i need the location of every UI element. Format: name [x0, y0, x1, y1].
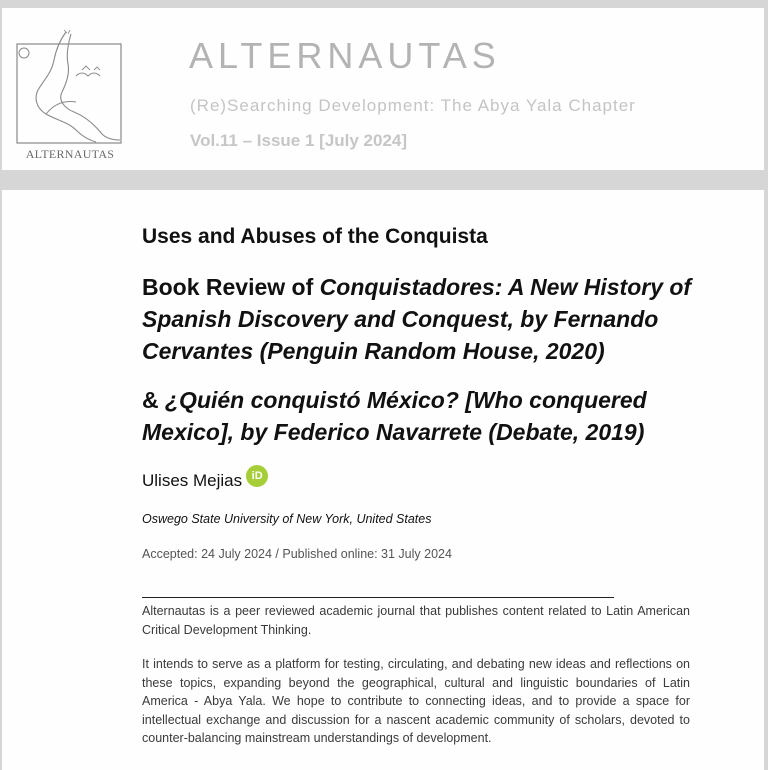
author-affiliation: Oswego State University of New York, United States: [142, 512, 432, 526]
journal-subtitle: (Re)Searching Development: The Abya Yala Chapter: [190, 96, 636, 115]
second-book-title: ¿Quién conquistó México? [Who conquered Mexico], by Federico Navarrete (Debate, 2019): [142, 387, 647, 445]
journal-header: [2, 8, 764, 170]
alternautas-logo: [16, 30, 124, 165]
section-divider: [142, 597, 614, 598]
journal-title: ALTERNAUTAS: [189, 35, 501, 76]
second-book-prefix: &: [142, 387, 165, 413]
orcid-icon[interactable]: iD: [246, 465, 268, 487]
second-book-heading: [142, 384, 702, 448]
book-review-heading: [142, 271, 702, 367]
author-name: Ulises Mejias: [142, 471, 243, 490]
publication-dates: Accepted: 24 July 2024 / Published online: 31 July 2024: [142, 547, 452, 561]
journal-issue: Vol.11 – Issue 1 [July 2024]: [190, 131, 408, 150]
logo-map-icon: [16, 30, 124, 145]
book-review-title: Conquistadores: A New History of Spanish Discovery and Conquest, by Fernando Cervantes (Penguin Random House, 2020): [142, 274, 692, 364]
author-line: [142, 470, 268, 492]
journal-mission-paragraph: It intends to serve as a platform for testing, circulating, and debating new ideas and reflections on these topics, expanding beyond the geographical, cultural and linguistic boundaries of Latin America - Abya Yala. We hope to contribute to connecting ideas, and to provide a space for intellectual exchange and discussion for a nascent academic community of scholars, devoted to counter-balancing mainstream understandings of development.: [142, 657, 690, 745]
journal-description-paragraph: Alternautas is a peer reviewed academic journal that publishes content related to Latin American Critical Development Thinking.: [142, 604, 690, 637]
article-page: [2, 190, 764, 770]
book-review-prefix: Book Review of: [142, 274, 320, 300]
article-title: Uses and Abuses of the Conquista: [142, 225, 488, 248]
logo-caption: ALTERNAUTAS: [25, 147, 115, 161]
